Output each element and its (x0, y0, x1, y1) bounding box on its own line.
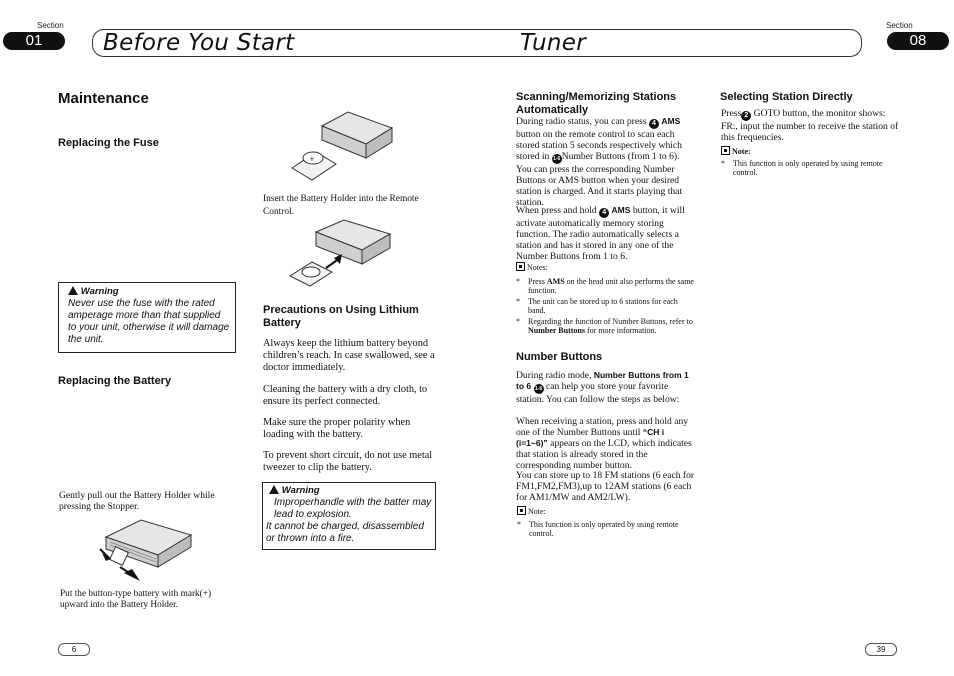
number-buttons-icon: 1-6 (534, 386, 543, 392)
right-page-number: 39 (865, 643, 897, 656)
scan-p1-text-b: button on the remote control to scan each stored station 5 seconds respectively which stored in (516, 129, 682, 162)
scan-paragraph-2 (516, 205, 696, 262)
selecting-station-heading: Selecting Station Directly (720, 91, 853, 103)
num-p1-text-c: can help you store your favorite station. You can follow the steps as below: (516, 381, 680, 405)
fuse-warning-text: Never use the fuse with the rated amperage more than that supplied to your unit, otherwise it will damage the unit. (68, 298, 230, 345)
direct-text-b: GOTO button, the monitor shows: FR:, input the number to receive the station of this frequencies. (721, 108, 899, 143)
warning-icon (68, 286, 78, 295)
scan-p1-text-c: Number Buttons (from 1 to 6). You can press the corresponding Number Buttons or AMS button when your desired station is charged. And it starts playing that station. (516, 151, 683, 208)
note3-a: Regarding the function of Number Buttons, refer to (528, 316, 693, 326)
direct-note: Note: * This function is only operated by using remote control. (721, 146, 899, 178)
num-p2-text-a: When receiving a station, press and hold any one of the Number Buttons until (516, 416, 689, 438)
number-paragraph-2 (516, 416, 696, 471)
battery-warning-title: Warning (281, 485, 320, 496)
number-paragraph-1 (516, 370, 696, 405)
num-p2-bold: “CH i (i=1~6)” (516, 427, 665, 448)
left-page-title: Before You Start (103, 30, 295, 56)
fuse-warning-box (58, 282, 236, 353)
note-icon (516, 262, 525, 271)
replacing-fuse-heading: Replacing the Fuse (58, 137, 159, 149)
note2: The unit can be stored up to 6 stations for each band. (528, 296, 678, 315)
right-section-label: Section (886, 21, 913, 30)
battery-step2-text: Put the button-type battery with mark(+) upward into the Battery Holder. (60, 589, 212, 610)
number-buttons-heading: Number Buttons (516, 351, 603, 363)
right-section-badge: 08 (887, 32, 949, 50)
scan-note-1: * Press AMS on the head unit also performs the same function. (516, 276, 694, 295)
scan-paragraph-1 (516, 116, 696, 208)
battery-step3-text: Insert the Battery Holder into the Remote Control. (263, 194, 419, 217)
num-p1-bold: Number Buttons from 1 to 6 (516, 370, 689, 391)
note3-c: for more information. (586, 326, 657, 335)
maintenance-heading: Maintenance (58, 90, 149, 107)
number-note: Note: * This function is only operated by using remote control. (517, 506, 695, 539)
replacing-battery-heading: Replacing the Battery (58, 375, 172, 387)
warning-icon (269, 485, 279, 494)
left-page-number: 6 (58, 643, 90, 656)
direct-paragraph (721, 108, 899, 143)
number-2-icon: 2 (741, 111, 751, 121)
direct-note-text: This function is only operated by using remote control. (733, 158, 883, 177)
fuse-warning-title: Warning (80, 286, 119, 297)
precaution-3: Make sure the proper polarity when loading with the battery. (263, 417, 411, 441)
notes-label: Notes: (527, 263, 548, 272)
scan-note-3: * Regarding the function of Number Buttons, refer to Number Buttons for more information. (516, 316, 693, 335)
direct-note-label: Note: (732, 147, 751, 156)
note1-b: AMS (546, 276, 565, 286)
precautions-heading: Precautions on Using Lithium Battery (263, 304, 419, 329)
battery-holder-pull-illustration (96, 515, 196, 585)
scanning-heading: Scanning/Memorizing Stations Automatically (516, 91, 677, 116)
precaution-2: Cleaning the battery with a dry cloth, to ensure its perfect connected. (263, 384, 428, 408)
num-p1-text-a: During radio mode, (516, 370, 592, 381)
scan-p1-ams: AMS (661, 116, 681, 126)
note1-c: on the head unit also performs the same function. (528, 276, 694, 295)
left-section-badge: 01 (3, 32, 65, 50)
right-page-title: Tuner (520, 30, 586, 56)
battery-warning-text-2: It cannot be charged, disassembled or thrown into a fire. (266, 521, 424, 544)
note1-a: Press (528, 276, 545, 286)
scan-p2-text-b: button, it will activate automatically memory storing function. The radio automatically selects a station and has it stored in any one of the Number Buttons from 1 to 6. (516, 205, 685, 262)
battery-warning-text-1: Improperhandle with the batter may lead to explosion. (274, 497, 432, 520)
note-icon (721, 146, 730, 155)
insert-holder-remote-illustration (286, 218, 396, 293)
battery-warning-box (262, 482, 436, 550)
scan-p2-ams: AMS (611, 205, 631, 215)
scan-p1-text-a: During radio status, you can press (516, 116, 647, 127)
note-icon (517, 506, 526, 515)
num-note-label: Note: (528, 507, 546, 516)
scan-note-2: * The unit can be stored up to 6 stations for each band. (516, 297, 696, 316)
scan-notes (516, 262, 696, 336)
number-4-icon: 4 (599, 208, 609, 218)
num-p2-text-c: appears on the LCD, which indicates that station is already stored in the corresponding number button. (516, 438, 692, 471)
precaution-1: Always keep the lithium battery beyond children’s reach. In case swallowed, see a doctor immediately. (263, 338, 435, 374)
number-buttons-icon: 1-6 (553, 156, 561, 162)
precaution-4: To prevent short circuit, do not use metal tweezer to clip the battery. (263, 450, 433, 474)
battery-into-holder-illustration (286, 108, 396, 188)
number-4-icon: 4 (649, 119, 659, 129)
svg-text:+: + (309, 155, 315, 163)
note3-b: Number Buttons (528, 326, 585, 335)
direct-text-a: Press (721, 108, 742, 119)
left-section-label: Section (37, 21, 64, 30)
battery-step1-text: Gently pull out the Battery Holder while pressing the Stopper. (59, 490, 215, 512)
num-note-text: This function is only operated by using remote control. (529, 519, 679, 538)
number-paragraph-3: You can store up to 18 FM stations (6 each for FM1,FM2,FM3),up to 12AM stations (6 each for AM1/MW and AM2/LW). (516, 470, 695, 503)
scan-p2-text-a: When press and hold (516, 205, 597, 216)
